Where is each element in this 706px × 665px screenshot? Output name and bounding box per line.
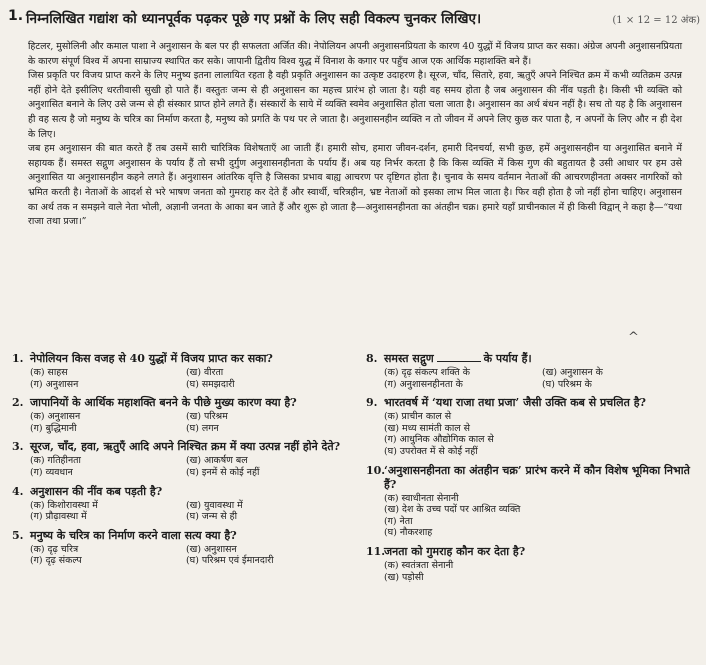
question-number: 1.: [12, 352, 24, 365]
option: (ग) नेता: [384, 515, 413, 527]
option: (घ) परिश्रम के: [542, 378, 592, 390]
question-text: जनता को गुमराह कौन कर देता है?: [384, 544, 526, 558]
option: (क) दृढ़ संकल्प शक्ति के: [384, 367, 470, 378]
passage-paragraph: जब हम अनुशासन की बात करते हैं तब उसमें सारी चारित्रिक विशेषताएँ आ जाती हैं। हमारी सोच, हमारा जीवन-दर्शन, हमारी दिनचर्या, सभी कुछ, हमें अनुशासनहीन या अनुशासित बनाने में सहायक हैं। समस्त सद्गुण अनुशासन के पर्याय हैं तो सभी दुर्गुण अनुशासनहीनता के पर्याय हैं। अब यह निर्भर करता है कि किस व्यक्ति में किस गुण की बहुतायत है उसी आधार पर हम उसे अनुशासित या अनुशासनहीन कहने लगते हैं। अनुशासन आंतरिक वृत्ति है जिसका प्रभाव बाह्य आचरण पर दृष्टिगत होता है। चुनाव के समय वर्तमान नेताओं की आचरणहीनता अक्सर नागरिकों को भ्रमित करती है। नेताओं के आदर्श से भरे भाषण जनता को गुमराह कर देते हैं और स्वार्थी, चरित्रहीन, भ्रष्ट नेताओं को इसका लाभ मिल जाता है। फिर वही होता है जो नहीं होना चाहिए। अनुशासन का अर्थ तक न समझने वाले नेता भोली, अज्ञानी जनता के आका बन जाते हैं और शुरू हो जाता है—अनुशासनहीनता का अंतहीन चक्र। हमारे यहाँ प्राचीनकाल में ही किसी विद्वान् ने कहा है—“यथा राजा तथा प्रजा।”: [28, 143, 682, 228]
option: (ख) देश के उच्च पदों पर आश्रित व्यक्ति: [384, 504, 521, 516]
question-10: [366, 464, 700, 539]
option: (घ) उपरोक्त में से कोई नहीं: [384, 445, 478, 457]
question-text: के पर्याय हैं।: [483, 352, 532, 365]
question-text: समस्त सद्गुण: [384, 352, 434, 365]
question-1: [12, 352, 342, 390]
question-number: 5.: [12, 528, 24, 542]
passage-paragraph: जिस प्रकृति पर विजय प्राप्त करने के लिए मनुष्य इतना लालायित रहता है वही प्रकृति अनुशासन का उत्कृष्ट उदाहरण है। सूरज, चाँद, सितारे, हवा, ऋतुएँ अपने निश्चित क्रम में कभी व्यतिक्रम उत्पन्न नहीं होने देते इसीलिए धरतीवासी सुखी हो पाते हैं। वस्तुतः जन्म से ही अनुशासन का महत्त्व प्रारंभ हो जाता है। यही वह समय होता है जब अनुशासन की नींव पड़ती है। किसी भी व्यक्ति को अनुशासित बनाने के लिए उसे जन्म से ही संस्कार प्राप्त होने लगते हैं। संस्कारों के साये में व्यक्ति स्वमेव अनुशासित होता चला जाता है। अनुशासन का अर्थ बंधन नहीं है। सच तो यह है कि अनुशासन ही वह सत्य है जो मनुष्य के चरित्र का निर्माण करता है, मनुष्य को प्रगति के पथ पर ले जाता है। अनुशासनहीन व्यक्ति न तो जीवन में अपने लिए कुछ कर पाता है, न अपनों के लिए और न ही देश के लिए।: [28, 70, 682, 140]
option: (ख) मध्य सामंती काल से: [384, 422, 470, 434]
option: (क) अनुशासन: [30, 411, 81, 423]
question-number: 3.: [12, 440, 24, 454]
option: (क) गतिहीनता: [30, 455, 81, 467]
option: (ग) प्रौढ़ावस्था में: [30, 511, 87, 523]
question-text: जापानियों के आर्थिक महाशक्ति बनने के पीछे मुख्य कारण क्या है?: [30, 396, 297, 410]
option: (ग) आधुनिक औद्योगिक काल से: [384, 434, 494, 446]
question-number: 8.: [366, 352, 378, 365]
option: (ख) अनुशासन: [186, 543, 237, 555]
question-text: अनुशासन की नींव कब पड़ती है?: [30, 484, 163, 498]
section-instruction: निम्नलिखित गद्यांश को ध्यानपूर्वक पढ़कर पूछे गए प्रश्नों के लिए सही विकल्प चुनकर लिखिए।: [26, 11, 482, 27]
option: (ख) वीरता: [186, 367, 224, 378]
option: (क) स्वाधीनता सेनानी: [384, 492, 459, 504]
fill-blank: [437, 352, 481, 362]
question-number: 4.: [12, 484, 24, 498]
option: (क) किशोरावस्था में: [30, 499, 98, 511]
option: (घ) इनमें से कोई नहीं: [186, 466, 260, 478]
caret-mark: ^: [628, 330, 639, 345]
question-11: [366, 545, 700, 583]
option: (क) दृढ़ चरित्र: [30, 543, 79, 555]
section-number: 1.: [8, 8, 24, 24]
question-3: [12, 440, 342, 478]
question-text: मनुष्य के चरित्र का निर्माण करने वाला सत्य क्या है?: [30, 528, 237, 542]
option: (ख) परिश्रम: [186, 411, 228, 423]
question-2: [12, 396, 342, 434]
option: (ग) अनुशासनहीनता के: [384, 378, 463, 390]
option: (क) साहस: [30, 367, 68, 378]
option: (घ) समझदारी: [186, 378, 235, 390]
questions-right-column: [366, 352, 700, 589]
question-number: 11.: [366, 544, 386, 558]
option: (क) प्राचीन काल से: [384, 411, 452, 423]
option: (ख) युवावस्था में: [186, 499, 243, 511]
option: (घ) परिश्रम एवं ईमानदारी: [186, 555, 274, 567]
question-text: सूरज, चाँद, हवा, ऋतुएँ आदि अपने निश्चित क्रम में क्या उत्पन्न नहीं होने देते?: [30, 440, 341, 454]
question-text: नेपोलियन किस वजह से 40 युद्धों में विजय प्राप्त कर सका?: [30, 352, 273, 365]
option: (ग) बुद्धिमानी: [30, 422, 77, 434]
question-number: 10.: [366, 463, 386, 477]
passage-paragraph: हिटलर, मुसोलिनी और कमाल पाशा ने अनुशासन के बल पर ही सफलता अर्जित की। नेपोलियन अपनी अनुशासनप्रियता के कारण 40 युद्धों में विजय प्राप्त कर सका। अंग्रेज अपनी अनुशासनप्रियता के कारण संपूर्ण विश्व में अपना साम्राज्य स्थापित कर सके। जापानी द्वितीय विश्व युद्ध में विनाश के कगार पर पहुँच आज एक आर्थिक महाशक्ति बने हैं।: [28, 41, 682, 67]
option: (ख) अनुशासन के: [542, 367, 603, 378]
question-8: [366, 352, 700, 390]
option: (ग) दृढ़ संकल्प: [30, 555, 82, 567]
option: (ग) अनुशासन: [30, 378, 79, 390]
option: (क) स्वतंत्रता सेनानी: [384, 559, 454, 571]
option: (घ) जन्म से ही: [186, 511, 238, 523]
question-number: 9.: [366, 396, 378, 410]
passage: [28, 40, 682, 230]
question-text: भारतवर्ष में ‘यथा राजा तथा प्रजा’ जैसी उक्ति कब से प्रचलित है?: [384, 396, 646, 410]
question-text: ‘अनुशासनहीनता का अंतहीन चक्र’ प्रारंभ करने में कौन विशेष भूमिका निभाते हैं?: [384, 463, 690, 491]
questions-left-column: [12, 352, 342, 573]
question-4: [12, 485, 342, 523]
option: (ग) व्यवधान: [30, 466, 73, 478]
option: (ख) आकर्षण बल: [186, 455, 248, 467]
option: (ख) पड़ोसी: [384, 571, 424, 583]
section-header: [8, 8, 700, 30]
marks-label: (1 × 12 = 12 अंक): [612, 15, 700, 26]
question-5: [12, 529, 342, 567]
question-number: 2.: [12, 396, 24, 410]
option: (घ) नौकरशाह: [384, 527, 433, 539]
option: (घ) लगन: [186, 422, 219, 434]
question-9: [366, 396, 700, 457]
